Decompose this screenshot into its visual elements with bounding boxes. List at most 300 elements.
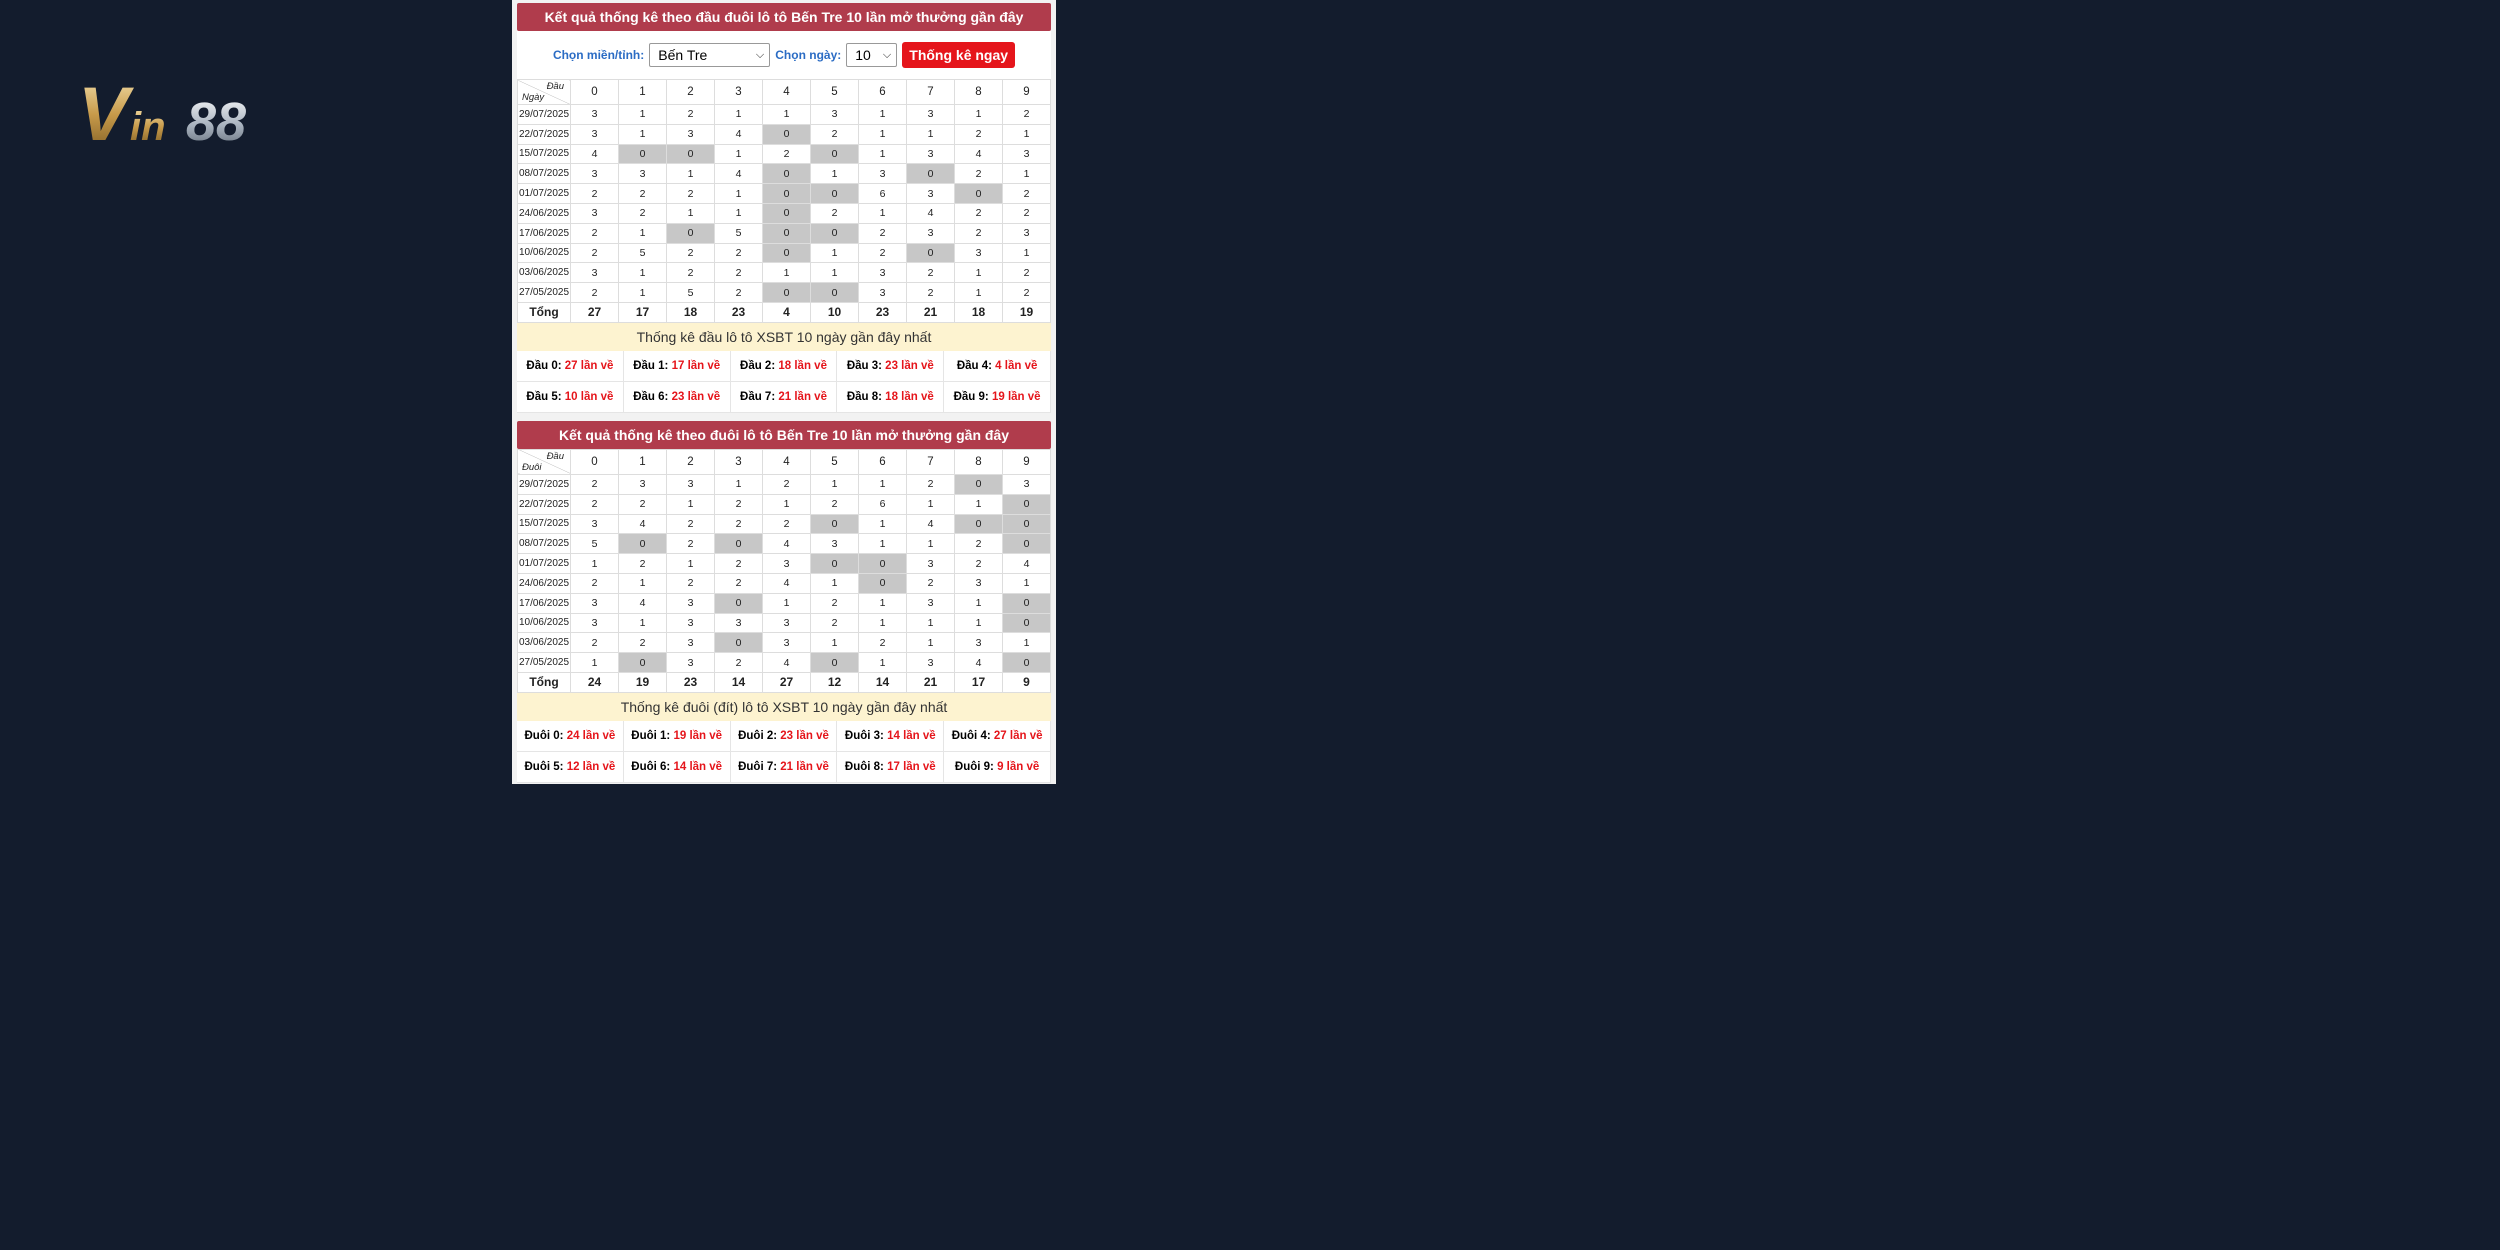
count-cell: 4: [763, 534, 811, 554]
count-cell: 0: [1003, 534, 1051, 554]
count-cell: 4: [715, 164, 763, 184]
count-cell: 1: [1003, 243, 1051, 263]
table-row: [518, 573, 1051, 593]
summary-label: Đuôi 8:: [844, 760, 884, 773]
count-cell: 3: [667, 593, 715, 613]
table-row: [518, 593, 1051, 613]
run-stat-button[interactable]: Thống kê ngay: [902, 42, 1015, 68]
count-cell: 1: [715, 144, 763, 164]
head-summary-grid: [517, 351, 1051, 413]
count-cell: 1: [619, 124, 667, 144]
date-cell: 01/07/2025: [518, 184, 571, 204]
summary-value: 23 lần về: [780, 729, 829, 742]
date-cell: 22/07/2025: [518, 124, 571, 144]
count-cell: 2: [907, 573, 955, 593]
date-cell: 15/07/2025: [518, 144, 571, 164]
count-cell: 1: [859, 593, 907, 613]
count-cell: 0: [859, 554, 907, 574]
summary-value: 21 lần về: [778, 390, 827, 403]
count-cell: 1: [619, 263, 667, 283]
count-cell: 3: [907, 593, 955, 613]
statistics-panel: [512, 0, 1056, 784]
summary-value: 23 lần về: [885, 359, 934, 372]
total-cell: 10: [811, 302, 859, 322]
province-label: Chọn miền/tỉnh:: [552, 48, 645, 62]
count-cell: 2: [715, 243, 763, 263]
count-cell: 0: [715, 593, 763, 613]
column-header: 9: [1003, 449, 1051, 474]
count-cell: 0: [763, 203, 811, 223]
count-cell: 2: [619, 633, 667, 653]
column-header: 7: [907, 80, 955, 105]
count-cell: 4: [619, 514, 667, 534]
count-cell: 0: [811, 223, 859, 243]
count-cell: 1: [571, 653, 619, 673]
summary-label: Đầu 9:: [953, 390, 989, 403]
total-cell: 27: [571, 302, 619, 322]
total-cell: 19: [1003, 302, 1051, 322]
count-cell: 2: [715, 283, 763, 303]
table-body: [518, 474, 1051, 692]
date-cell: 15/07/2025: [518, 514, 571, 534]
count-cell: 3: [715, 613, 763, 633]
count-cell: 1: [619, 573, 667, 593]
svg-text:V: V: [78, 76, 129, 148]
count-cell: 0: [763, 124, 811, 144]
days-select-value: 10: [855, 47, 871, 63]
count-cell: 0: [811, 184, 859, 204]
summary-item: [944, 752, 1051, 783]
table-corner-cell: [518, 449, 571, 474]
count-cell: 1: [667, 203, 715, 223]
count-cell: 2: [571, 474, 619, 494]
table-row: [518, 164, 1051, 184]
chevron-down-icon: ⌵: [882, 48, 892, 61]
count-cell: 4: [907, 514, 955, 534]
total-cell: 14: [859, 672, 907, 692]
count-cell: 2: [619, 184, 667, 204]
count-cell: 0: [619, 144, 667, 164]
count-cell: 0: [619, 534, 667, 554]
column-header: 9: [1003, 80, 1051, 105]
summary-item: [731, 752, 838, 783]
count-cell: 2: [907, 263, 955, 283]
count-cell: 2: [571, 573, 619, 593]
count-cell: 2: [667, 534, 715, 554]
summary-item: [944, 382, 1051, 413]
summary-item: [731, 351, 838, 382]
total-cell: 12: [811, 672, 859, 692]
summary-value: 12 lần về: [566, 760, 616, 773]
table-row: [518, 124, 1051, 144]
count-cell: 0: [1003, 613, 1051, 633]
count-cell: 1: [1003, 633, 1051, 653]
summary-label: Đầu 7:: [740, 390, 776, 403]
summary-item: [837, 752, 944, 783]
count-cell: 3: [571, 203, 619, 223]
corner-bottom-label: Ngày: [522, 92, 545, 103]
count-cell: 1: [619, 283, 667, 303]
table-row: [518, 105, 1051, 125]
count-cell: 5: [571, 534, 619, 554]
table-row: [518, 494, 1051, 514]
count-cell: 2: [763, 514, 811, 534]
count-cell: 3: [667, 653, 715, 673]
total-row: [518, 672, 1051, 692]
summary-label: Đuôi 7:: [738, 760, 778, 773]
count-cell: 3: [811, 534, 859, 554]
count-cell: 1: [955, 105, 1003, 125]
column-header: 3: [715, 80, 763, 105]
count-cell: 2: [955, 203, 1003, 223]
filter-bar: [517, 31, 1051, 79]
count-cell: 5: [715, 223, 763, 243]
count-cell: 1: [859, 653, 907, 673]
count-cell: 0: [811, 514, 859, 534]
summary-label: Đầu 6:: [633, 390, 669, 403]
total-cell: 19: [619, 672, 667, 692]
count-cell: 0: [715, 633, 763, 653]
summary-label: Đuôi 4:: [951, 729, 991, 742]
total-cell: 23: [715, 302, 763, 322]
count-cell: 3: [1003, 474, 1051, 494]
summary-label: Đuôi 2:: [738, 729, 778, 742]
count-cell: 1: [667, 494, 715, 514]
count-cell: 0: [1003, 593, 1051, 613]
column-header: 6: [859, 80, 907, 105]
total-cell: 21: [907, 672, 955, 692]
summary-label: Đuôi 5:: [524, 760, 564, 773]
svg-text:in: in: [130, 105, 166, 148]
table-body: [518, 105, 1051, 323]
count-cell: 2: [619, 494, 667, 514]
column-header: 8: [955, 80, 1003, 105]
count-cell: 2: [907, 474, 955, 494]
count-cell: 3: [907, 223, 955, 243]
count-cell: 4: [955, 144, 1003, 164]
count-cell: 3: [1003, 144, 1051, 164]
summary-label: Đuôi 0:: [524, 729, 564, 742]
count-cell: 1: [763, 593, 811, 613]
summary-label: Đầu 4:: [956, 359, 992, 372]
count-cell: 2: [763, 474, 811, 494]
count-cell: 1: [859, 613, 907, 633]
count-cell: 1: [907, 613, 955, 633]
count-cell: 3: [571, 164, 619, 184]
vin88-logo: [78, 76, 308, 148]
table-row: [518, 554, 1051, 574]
count-cell: 2: [667, 573, 715, 593]
summary-item: [944, 351, 1051, 382]
total-cell: 24: [571, 672, 619, 692]
count-cell: 3: [907, 184, 955, 204]
table-row: [518, 144, 1051, 164]
total-label: Tổng: [518, 672, 571, 692]
count-cell: 1: [1003, 164, 1051, 184]
count-cell: 0: [1003, 514, 1051, 534]
days-select[interactable]: [846, 43, 897, 67]
count-cell: 1: [955, 494, 1003, 514]
column-header: 1: [619, 80, 667, 105]
count-cell: 2: [955, 164, 1003, 184]
column-header: 7: [907, 449, 955, 474]
count-cell: 2: [955, 223, 1003, 243]
count-cell: 4: [571, 144, 619, 164]
total-cell: 23: [859, 302, 907, 322]
total-cell: 23: [667, 672, 715, 692]
count-cell: 2: [715, 653, 763, 673]
summary-value: 18 lần về: [885, 390, 934, 403]
summary-value: 19 lần về: [991, 390, 1041, 403]
count-cell: 2: [955, 124, 1003, 144]
summary-item: [731, 721, 838, 752]
days-label: Chọn ngày:: [775, 48, 842, 62]
count-cell: 1: [907, 494, 955, 514]
count-cell: 1: [955, 283, 1003, 303]
count-cell: 2: [715, 573, 763, 593]
total-cell: 17: [619, 302, 667, 322]
head-stat-title: Kết quả thống kê theo đầu đuôi lô tô Bến Tre 10 lần mở thưởng gần đây: [517, 3, 1051, 31]
summary-value: 27 lần về: [564, 359, 614, 372]
count-cell: 0: [859, 573, 907, 593]
summary-item: [517, 752, 624, 783]
count-cell: 0: [667, 144, 715, 164]
column-header: 5: [811, 80, 859, 105]
date-cell: 10/06/2025: [518, 613, 571, 633]
count-cell: 0: [811, 144, 859, 164]
table-row: [518, 653, 1051, 673]
date-cell: 29/07/2025: [518, 474, 571, 494]
count-cell: 3: [667, 124, 715, 144]
count-cell: 1: [907, 124, 955, 144]
date-cell: 10/06/2025: [518, 243, 571, 263]
table-row: [518, 243, 1051, 263]
count-cell: 1: [907, 534, 955, 554]
summary-item: [731, 382, 838, 413]
date-cell: 08/07/2025: [518, 164, 571, 184]
count-cell: 3: [571, 514, 619, 534]
count-cell: 1: [619, 223, 667, 243]
count-cell: 3: [811, 105, 859, 125]
count-cell: 0: [1003, 653, 1051, 673]
table-row: [518, 184, 1051, 204]
column-header: 0: [571, 80, 619, 105]
column-header: 2: [667, 80, 715, 105]
count-cell: 1: [859, 514, 907, 534]
count-cell: 0: [763, 164, 811, 184]
count-cell: 3: [955, 633, 1003, 653]
count-cell: 2: [571, 633, 619, 653]
summary-value: 23 lần về: [671, 390, 721, 403]
total-cell: 14: [715, 672, 763, 692]
summary-value: 19 lần về: [673, 729, 723, 742]
count-cell: 1: [763, 494, 811, 514]
total-cell: 18: [667, 302, 715, 322]
summary-value: 14 lần về: [673, 760, 723, 773]
count-cell: 1: [811, 474, 859, 494]
count-cell: 0: [955, 474, 1003, 494]
count-cell: 1: [859, 534, 907, 554]
summary-label: Đầu 0:: [526, 359, 562, 372]
count-cell: 2: [907, 283, 955, 303]
count-cell: 1: [811, 263, 859, 283]
summary-item: [517, 351, 624, 382]
count-cell: 0: [763, 283, 811, 303]
count-cell: 1: [811, 633, 859, 653]
count-cell: 4: [955, 653, 1003, 673]
tail-stat-title: Kết quả thống kê theo đuôi lô tô Bến Tre 10 lần mở thưởng gần đây: [517, 421, 1051, 449]
summary-label: Đầu 5:: [526, 390, 562, 403]
date-cell: 24/06/2025: [518, 203, 571, 223]
summary-label: Đuôi 9:: [954, 760, 994, 773]
column-header: 0: [571, 449, 619, 474]
count-cell: 1: [763, 263, 811, 283]
count-cell: 3: [955, 573, 1003, 593]
table-row: [518, 613, 1051, 633]
corner-bottom-label: Đuôi: [522, 461, 542, 473]
total-cell: 17: [955, 672, 1003, 692]
summary-value: 14 lần về: [887, 729, 936, 742]
summary-value: 17 lần về: [887, 760, 936, 773]
count-cell: 1: [955, 613, 1003, 633]
count-cell: 3: [571, 263, 619, 283]
count-cell: 2: [859, 633, 907, 653]
count-cell: 0: [811, 283, 859, 303]
count-cell: 1: [811, 164, 859, 184]
total-cell: 4: [763, 302, 811, 322]
count-cell: 1: [859, 105, 907, 125]
count-cell: 1: [619, 613, 667, 633]
date-cell: 03/06/2025: [518, 263, 571, 283]
count-cell: 6: [859, 494, 907, 514]
count-cell: 2: [955, 554, 1003, 574]
date-cell: 24/06/2025: [518, 573, 571, 593]
table-row: [518, 223, 1051, 243]
count-cell: 2: [571, 494, 619, 514]
table-row: [518, 283, 1051, 303]
count-cell: 2: [667, 243, 715, 263]
count-cell: 3: [907, 105, 955, 125]
summary-label: Đầu 2:: [740, 359, 776, 372]
count-cell: 2: [571, 184, 619, 204]
count-cell: 2: [811, 124, 859, 144]
count-cell: 1: [811, 243, 859, 263]
count-cell: 1: [571, 554, 619, 574]
count-cell: 1: [811, 573, 859, 593]
summary-item: [624, 382, 731, 413]
head-summary-title: Thống kê đầu lô tô XSBT 10 ngày gần đây nhất: [517, 323, 1051, 351]
summary-value: 21 lần về: [780, 760, 829, 773]
count-cell: 0: [763, 184, 811, 204]
count-cell: 0: [667, 223, 715, 243]
tail-stat-table: [517, 449, 1051, 693]
count-cell: 0: [955, 184, 1003, 204]
column-header: 6: [859, 449, 907, 474]
count-cell: 1: [859, 124, 907, 144]
table-header-row: [518, 80, 1051, 105]
count-cell: 0: [763, 243, 811, 263]
table-row: [518, 474, 1051, 494]
count-cell: 2: [715, 263, 763, 283]
count-cell: 2: [763, 144, 811, 164]
count-cell: 1: [907, 633, 955, 653]
count-cell: 3: [763, 554, 811, 574]
count-cell: 4: [715, 124, 763, 144]
table-row: [518, 203, 1051, 223]
count-cell: 3: [763, 613, 811, 633]
count-cell: 0: [811, 554, 859, 574]
corner-top-label: Đầu: [546, 450, 564, 462]
corner-top-label: Đầu: [546, 81, 564, 92]
summary-value: 4 lần về: [995, 359, 1038, 372]
summary-value: 17 lần về: [671, 359, 721, 372]
summary-item: [624, 752, 731, 783]
column-header: 3: [715, 449, 763, 474]
count-cell: 1: [859, 203, 907, 223]
count-cell: 3: [667, 613, 715, 633]
count-cell: 2: [811, 593, 859, 613]
count-cell: 1: [715, 474, 763, 494]
count-cell: 0: [763, 223, 811, 243]
count-cell: 2: [859, 243, 907, 263]
count-cell: 2: [571, 243, 619, 263]
count-cell: 2: [715, 514, 763, 534]
summary-item: [624, 721, 731, 752]
count-cell: 1: [1003, 573, 1051, 593]
count-cell: 3: [571, 124, 619, 144]
count-cell: 3: [667, 633, 715, 653]
count-cell: 4: [763, 653, 811, 673]
count-cell: 3: [907, 653, 955, 673]
count-cell: 3: [619, 474, 667, 494]
total-cell: 18: [955, 302, 1003, 322]
count-cell: 2: [619, 203, 667, 223]
column-header: 4: [763, 449, 811, 474]
date-cell: 03/06/2025: [518, 633, 571, 653]
count-cell: 0: [715, 534, 763, 554]
date-cell: 22/07/2025: [518, 494, 571, 514]
summary-item: [517, 721, 624, 752]
tail-summary-grid: [517, 721, 1051, 783]
count-cell: 3: [859, 263, 907, 283]
date-cell: 27/05/2025: [518, 653, 571, 673]
date-cell: 27/05/2025: [518, 283, 571, 303]
summary-value: 9 lần về: [997, 760, 1040, 773]
province-select[interactable]: [649, 43, 770, 67]
tail-summary-title: Thống kê đuôi (đít) lô tô XSBT 10 ngày gần đây nhất: [517, 693, 1051, 721]
count-cell: 5: [667, 283, 715, 303]
summary-value: 24 lần về: [566, 729, 616, 742]
column-header: 4: [763, 80, 811, 105]
summary-label: Đầu 8:: [846, 390, 882, 403]
count-cell: 2: [1003, 283, 1051, 303]
total-cell: 27: [763, 672, 811, 692]
count-cell: 1: [1003, 124, 1051, 144]
count-cell: 3: [955, 243, 1003, 263]
summary-item: [837, 382, 944, 413]
count-cell: 2: [571, 223, 619, 243]
count-cell: 1: [859, 144, 907, 164]
summary-item: [944, 721, 1051, 752]
date-cell: 17/06/2025: [518, 593, 571, 613]
count-cell: 2: [667, 514, 715, 534]
count-cell: 2: [1003, 203, 1051, 223]
count-cell: 3: [907, 554, 955, 574]
table-row: [518, 263, 1051, 283]
summary-item: [517, 382, 624, 413]
count-cell: 0: [907, 243, 955, 263]
count-cell: 3: [571, 105, 619, 125]
